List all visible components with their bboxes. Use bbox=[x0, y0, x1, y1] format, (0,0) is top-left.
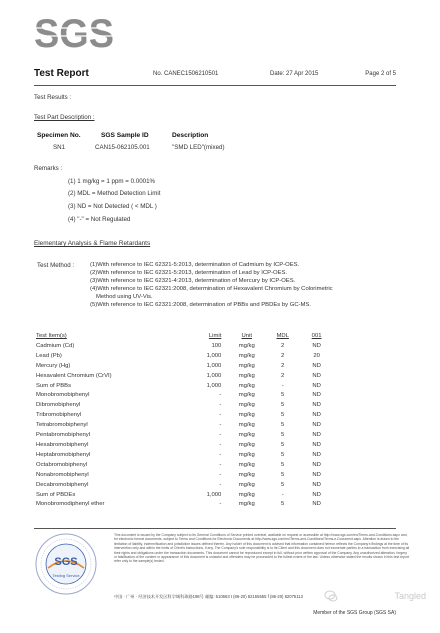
limit-cell: 1,000 bbox=[206, 362, 222, 369]
mdl-cell: 5 bbox=[281, 461, 285, 468]
test-method-label: Test Method : bbox=[37, 262, 75, 269]
limit-cell: - bbox=[219, 451, 222, 458]
results-table bbox=[34, 332, 334, 510]
result-cell: ND bbox=[312, 392, 321, 399]
remark-item: (3) ND = Not Detected ( < MDL ) bbox=[68, 203, 157, 210]
limit-cell: - bbox=[219, 432, 222, 439]
mdl-cell: - bbox=[281, 491, 284, 498]
result-cell: ND bbox=[312, 451, 321, 458]
sample-id-value: CAN15-062105.001 bbox=[95, 144, 150, 151]
unit-cell: mg/kg bbox=[238, 362, 255, 369]
mdl-cell: 5 bbox=[281, 422, 285, 429]
table-row bbox=[34, 401, 334, 411]
results-body bbox=[34, 342, 334, 510]
table-row bbox=[34, 431, 334, 441]
unit-cell: mg/kg bbox=[238, 491, 255, 498]
limit-cell: - bbox=[219, 481, 222, 488]
test-item-cell: Dibromobiphenyl bbox=[36, 402, 81, 409]
test-item-cell: Cadmium (Cd) bbox=[36, 342, 75, 349]
result-cell: ND bbox=[312, 362, 321, 369]
unit-cell: mg/kg bbox=[238, 382, 255, 389]
report-date: Date: 27 Apr 2015 bbox=[270, 71, 319, 77]
chat-bubble-icon bbox=[324, 589, 338, 603]
remark-item: (2) MDL = Method Detection Limit bbox=[68, 190, 161, 197]
member-of-sgs: Member of the SGS Group (SGS SA) bbox=[313, 610, 396, 616]
table-row bbox=[34, 441, 334, 451]
col-limit: Limit bbox=[208, 333, 222, 339]
result-cell: ND bbox=[312, 471, 321, 478]
test-item-cell: Hexavalent Chromium (CrVI) bbox=[36, 372, 112, 379]
report-number: No. CANEC1506210501 bbox=[153, 71, 219, 77]
col-unit: Unit bbox=[241, 333, 252, 339]
mdl-cell: 5 bbox=[281, 471, 285, 478]
test-item-cell: Lead (Pb) bbox=[36, 352, 62, 359]
col-result: 001 bbox=[311, 333, 322, 339]
remarks-label: Remarks : bbox=[34, 165, 63, 172]
unit-cell: mg/kg bbox=[238, 422, 255, 429]
table-row bbox=[34, 500, 334, 510]
test-item-cell: Pentabromobiphenyl bbox=[36, 432, 91, 439]
unit-cell: mg/kg bbox=[238, 441, 255, 448]
limit-cell: 1,000 bbox=[206, 491, 222, 498]
mdl-cell: 5 bbox=[281, 392, 285, 399]
result-cell: ND bbox=[312, 342, 321, 349]
col-test-item: Test Item(s) bbox=[36, 333, 67, 339]
watermark-text: Tangled bbox=[394, 591, 426, 601]
result-cell: ND bbox=[312, 481, 321, 488]
unit-cell: mg/kg bbox=[238, 372, 255, 379]
specimen-no-header: Specimen No. bbox=[37, 132, 81, 139]
result-cell: ND bbox=[312, 422, 321, 429]
specimen-no-value: SN1 bbox=[53, 144, 66, 151]
method-line: (3)With reference to IEC 62321-4:2013, determination of Mercury by ICP-OES. bbox=[90, 278, 296, 284]
mdl-cell: 5 bbox=[281, 441, 285, 448]
test-item-cell: Hexabromobiphenyl bbox=[36, 441, 89, 448]
unit-cell: mg/kg bbox=[238, 461, 255, 468]
table-row bbox=[34, 491, 334, 501]
test-item-cell: Mercury (Hg) bbox=[36, 362, 71, 369]
mdl-cell: 5 bbox=[281, 412, 285, 419]
page-number: Page 2 of 5 bbox=[365, 71, 396, 77]
limit-cell: - bbox=[219, 501, 222, 508]
method-line: Method using UV-Vis. bbox=[96, 294, 153, 300]
result-cell: ND bbox=[312, 491, 321, 498]
remark-item: (4) "-" = Not Regulated bbox=[68, 216, 131, 223]
result-cell: ND bbox=[312, 441, 321, 448]
mdl-cell: 2 bbox=[281, 352, 285, 359]
unit-cell: mg/kg bbox=[238, 392, 255, 399]
unit-cell: mg/kg bbox=[238, 481, 255, 488]
table-row bbox=[34, 451, 334, 461]
mdl-cell: 2 bbox=[281, 362, 285, 369]
table-row bbox=[34, 382, 334, 392]
mdl-cell: 5 bbox=[281, 501, 285, 508]
limit-cell: - bbox=[219, 441, 222, 448]
unit-cell: mg/kg bbox=[238, 471, 255, 478]
header-rule bbox=[34, 85, 396, 86]
mdl-cell: 5 bbox=[281, 481, 285, 488]
seal-text: SGS bbox=[54, 556, 78, 568]
test-results-label: Test Results : bbox=[34, 94, 72, 101]
test-item-cell: Sum of PBBs bbox=[36, 382, 72, 389]
result-cell: ND bbox=[312, 432, 321, 439]
unit-cell: mg/kg bbox=[238, 352, 255, 359]
mdl-cell: 2 bbox=[281, 342, 285, 349]
result-cell: ND bbox=[312, 402, 321, 409]
limit-cell: - bbox=[219, 402, 222, 409]
results-header-row bbox=[34, 332, 334, 342]
section-title: Elementary Analysis & Flame Retardants bbox=[34, 240, 151, 247]
logo-text: SGS bbox=[34, 14, 114, 54]
report-title: Test Report bbox=[34, 68, 89, 79]
table-row bbox=[34, 471, 334, 481]
mdl-cell: 5 bbox=[281, 451, 285, 458]
method-line: (5)With reference to IEC 62321:2008, determination of PBBs and PBDEs by GC-MS. bbox=[90, 302, 312, 308]
test-item-cell: Heptabromobiphenyl bbox=[36, 451, 91, 458]
test-item-cell: Octabromobiphenyl bbox=[36, 461, 88, 468]
method-line: (2)With reference to IEC 62321-5:2013, determination of Lead by ICP-OES. bbox=[90, 270, 288, 276]
table-row bbox=[34, 421, 334, 431]
mdl-cell: - bbox=[281, 382, 284, 389]
table-row bbox=[34, 342, 334, 352]
limit-cell: - bbox=[219, 461, 222, 468]
limit-cell: 100 bbox=[211, 342, 222, 349]
table-row bbox=[34, 362, 334, 372]
limit-cell: - bbox=[219, 412, 222, 419]
result-cell: ND bbox=[312, 382, 321, 389]
result-cell: ND bbox=[312, 412, 321, 419]
result-cell: ND bbox=[312, 372, 321, 379]
mdl-cell: 2 bbox=[281, 372, 285, 379]
limit-cell: 1,000 bbox=[206, 352, 222, 359]
sgs-logo-icon bbox=[34, 14, 116, 54]
result-cell: ND bbox=[312, 461, 321, 468]
unit-cell: mg/kg bbox=[238, 412, 255, 419]
description-header: Description bbox=[172, 132, 209, 139]
test-item-cell: Tribromobiphenyl bbox=[36, 412, 82, 419]
table-row bbox=[34, 481, 334, 491]
test-item-cell: Decabromobiphenyl bbox=[36, 481, 89, 488]
seal-icon bbox=[34, 532, 98, 596]
disclaimer-text: This document is issued by the Company subject to its General Conditions of Service printed overleaf, available on request or accessible at http://www.sgs.com/en/Terms-and-Conditions.aspx and, for electronic format documents, subject to Terms and Conditions for Electronic Documents at http://www.sgs.com/en/Terms-and-Conditions/Terms-e-Document.aspx. Attention is drawn to the limitation of liability, indemnification and jurisdiction issues defined therein. Any holder of this document is advised that information contained hereon reflects the Company's findings at the time of its intervention only and within the limits of Client's instructions, if any. The Company's sole responsibility is to its Client and this document does not exonerate parties to a transaction from exercising all their rights and obligations under the transaction documents. This document cannot be reproduced except in full, without prior written approval of the Company. Any unauthorized alteration, forgery or falsification of the content or appearance of this document is unlawful and offenders may be prosecuted to the fullest extent of the law. Unless otherwise stated the results shown in this test report refer only to the sample(s) tested. bbox=[114, 533, 410, 564]
report-header bbox=[34, 68, 396, 82]
unit-cell: mg/kg bbox=[238, 451, 255, 458]
test-item-cell: Monobromodiphenyl ether bbox=[36, 501, 105, 508]
unit-cell: mg/kg bbox=[238, 402, 255, 409]
part-description-label: Test Part Description : bbox=[34, 114, 95, 121]
unit-cell: mg/kg bbox=[238, 432, 255, 439]
limit-cell: 1,000 bbox=[206, 382, 222, 389]
testing-service-seal bbox=[34, 532, 98, 596]
method-line: (1)With reference to IEC 62321-5:2013, determination of Cadmium by ICP-OES. bbox=[90, 262, 300, 268]
seal-subtext: Testing Service bbox=[52, 573, 80, 578]
table-row bbox=[34, 372, 334, 382]
unit-cell: mg/kg bbox=[238, 501, 255, 508]
test-item-cell: Monobromobiphenyl bbox=[36, 392, 90, 399]
mdl-cell: 5 bbox=[281, 402, 285, 409]
table-row bbox=[34, 352, 334, 362]
sgs-logo bbox=[34, 14, 116, 54]
table-row bbox=[34, 411, 334, 421]
test-item-cell: Tetrabromobiphenyl bbox=[36, 422, 88, 429]
limit-cell: 1,000 bbox=[206, 372, 222, 379]
table-row bbox=[34, 461, 334, 471]
sample-id-header: SGS Sample ID bbox=[101, 132, 149, 139]
method-line: (4)With reference to IEC 62321:2008, determination of Hexavalent Chromium by Colorimetric bbox=[90, 286, 333, 292]
test-item-cell: Nonabromobiphenyl bbox=[36, 471, 89, 478]
limit-cell: - bbox=[219, 422, 222, 429]
test-item-cell: Sum of PBDEs bbox=[36, 491, 76, 498]
office-address: 中国 · 广州 · 经济技术开发区科学城科珠路198号 邮编: 510663 t (86-20) 82155555 f (86-20) 82075113 bbox=[114, 594, 303, 599]
unit-cell: mg/kg bbox=[238, 342, 255, 349]
test-method-lines bbox=[90, 261, 333, 309]
description-value: "SMD LED"(mixed) bbox=[172, 144, 225, 151]
remark-item: (1) 1 mg/kg = 1 ppm = 0.0001% bbox=[68, 178, 156, 185]
result-cell: ND bbox=[312, 501, 321, 508]
limit-cell: - bbox=[219, 471, 222, 478]
result-cell: 20 bbox=[313, 352, 320, 359]
col-mdl: MDL bbox=[276, 333, 289, 339]
limit-cell: - bbox=[219, 392, 222, 399]
footer-rule bbox=[34, 528, 396, 529]
table-row bbox=[34, 391, 334, 401]
mdl-cell: 5 bbox=[281, 432, 285, 439]
